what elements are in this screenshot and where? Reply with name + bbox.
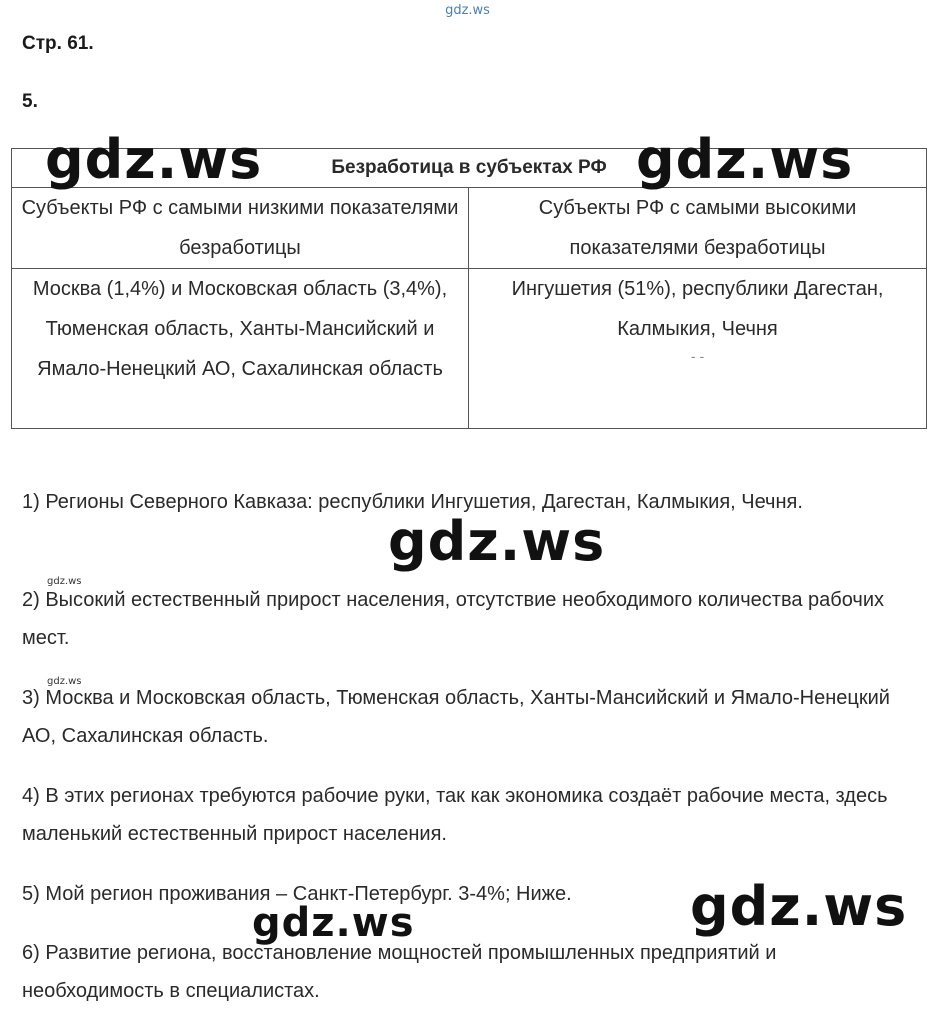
watermark-2: gdz.ws [636, 128, 854, 191]
answer-6: 6) Развитие региона, восстановление мощностей промышленных предприятий и необходимость в специалистах. [22, 942, 777, 1002]
header-watermark: gdz.ws [445, 3, 490, 18]
watermark-5: gdz.ws [252, 900, 415, 946]
watermark-3: gdz.ws [388, 510, 606, 573]
answer-1: 1) Регионы Северного Кавказа: республики Ингушетия, Дагестан, Калмыкия, Чечня. [22, 491, 803, 513]
col-low-header: Субъекты РФ с самыми низкими показателями безработицы [12, 188, 469, 269]
col-high-cell [469, 269, 927, 429]
col-high-extra: - - [690, 348, 705, 364]
watermark-4: gdz.ws [690, 875, 908, 938]
col-high-body: Ингушетия (51%), республики Дагестан, Калмыкия, Чечня [511, 278, 884, 340]
small-watermark-2: gdz.ws [47, 676, 82, 687]
table-title: Безработица в субъектах РФ [12, 149, 927, 188]
task-number: 5. [22, 91, 38, 112]
col-low-body: Москва (1,4%) и Московская область (3,4%), Тюменская область, Ханты-Мансийский и Ямало-Ненецкий АО, Сахалинская область [12, 269, 469, 429]
answer-3: 3) Москва и Московская область, Тюменская область, Ханты-Мансийский и Ямало-Ненецкий АО, Сахалинская область. [22, 687, 890, 747]
small-watermark-1: gdz.ws [47, 576, 82, 587]
answer-5: 5) Мой регион проживания – Санкт-Петербург. 3-4%; Ниже. [22, 883, 572, 905]
col-high-header: Субъекты РФ с самыми высокими показателями безработицы [469, 188, 927, 269]
answer-2: 2) Высокий естественный прирост населения, отсутствие необходимого количества рабочих мест. [22, 589, 885, 649]
table-header-row [12, 188, 927, 269]
answer-4: 4) В этих регионах требуются рабочие руки, так как экономика создаёт рабочие места, здесь маленький естественный прирост населения. [22, 785, 888, 845]
watermark-1: gdz.ws [45, 128, 263, 191]
page-label: Стр. 61. [22, 33, 94, 54]
table-body-row [12, 269, 927, 429]
